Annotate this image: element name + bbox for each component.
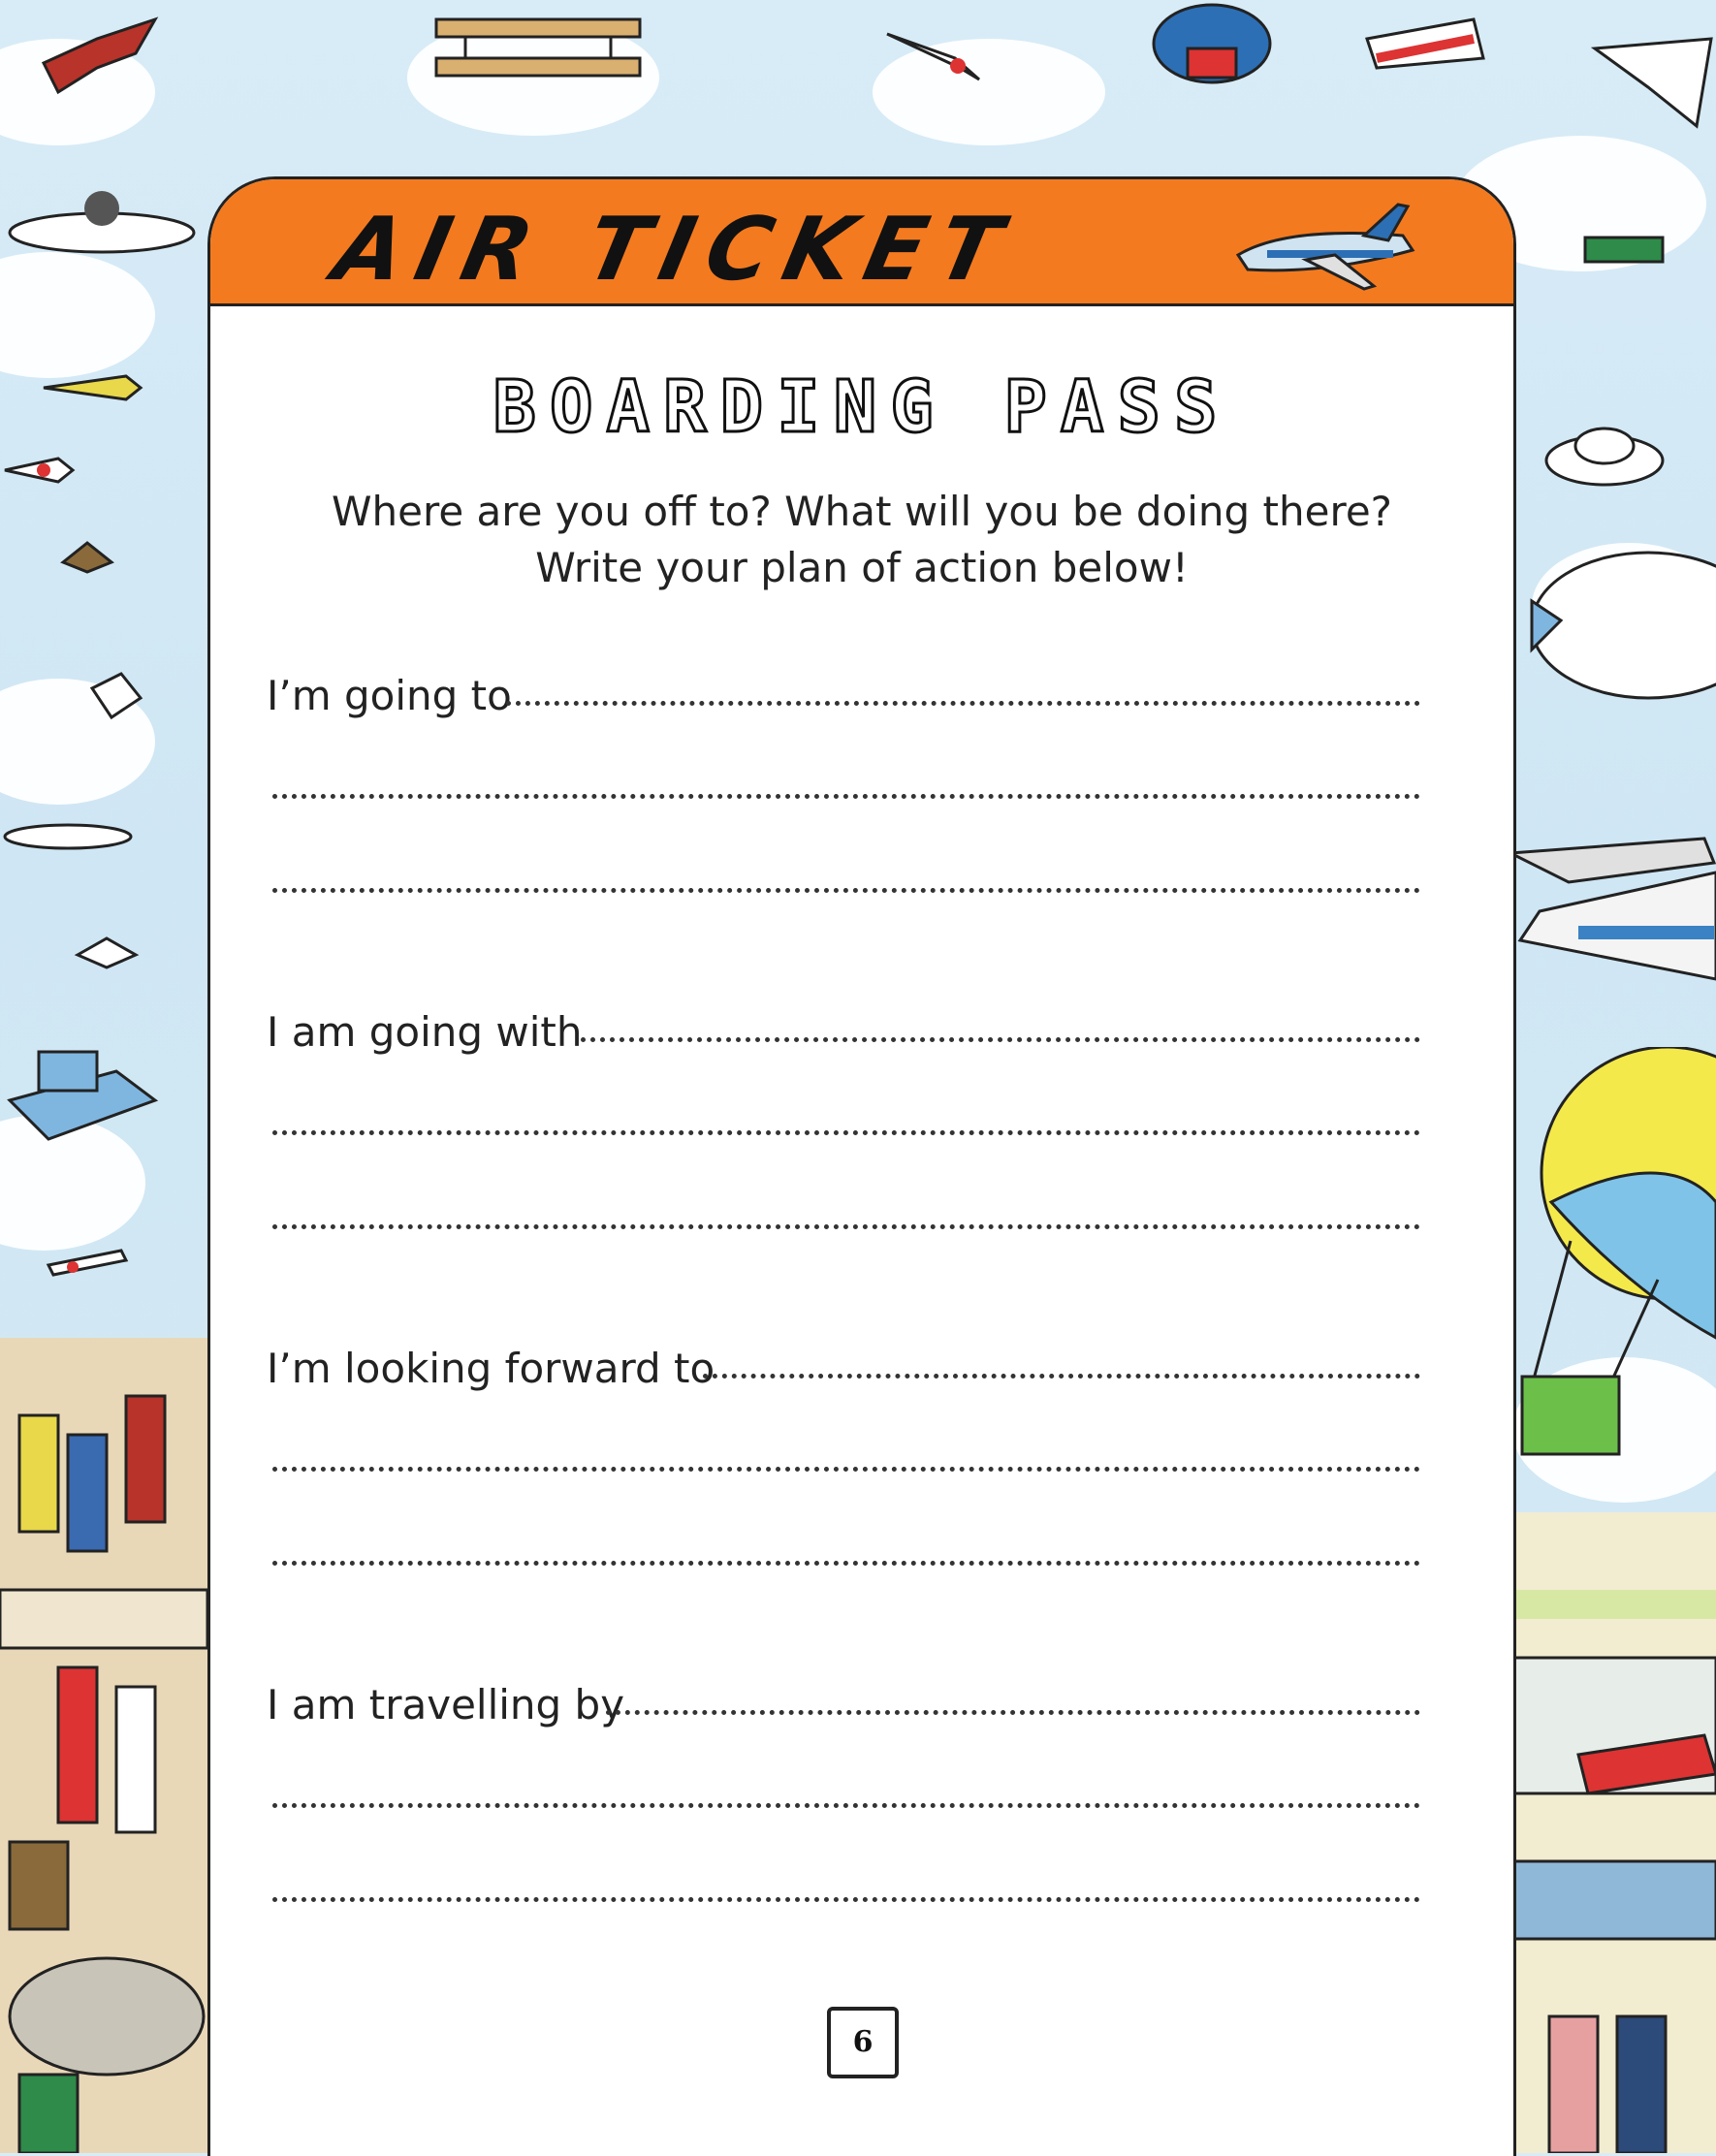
ticket-header <box>210 179 1513 306</box>
rocket-icon <box>882 19 989 87</box>
write-line[interactable] <box>272 1803 1420 1808</box>
field-label-going-to: I’m going to <box>267 672 512 719</box>
write-line[interactable] <box>606 1710 1420 1715</box>
write-line[interactable] <box>581 1037 1420 1042</box>
airfield-scene <box>1510 1512 1716 2153</box>
paper-plane-icon <box>1590 29 1716 136</box>
instruction-line-1: Where are you off to? What will you be doing there? <box>332 488 1392 535</box>
cloud <box>0 252 155 378</box>
write-line[interactable] <box>272 1561 1420 1566</box>
zeppelin-icon <box>1522 543 1716 708</box>
zeppelin-icon <box>0 819 136 853</box>
hot-air-balloon-icon <box>1512 1047 1716 1483</box>
ticket-title: AIR TICKET <box>325 199 1024 301</box>
boarding-pass-heading: BOARDING PASS <box>493 365 1231 449</box>
instruction-line-2: Write your plan of action below! <box>535 544 1189 591</box>
airport-terminal-scene <box>0 1338 207 2153</box>
write-line[interactable] <box>703 1374 1420 1379</box>
flying-machine-icon <box>5 174 199 262</box>
biplane-icon <box>427 0 650 97</box>
bird-icon <box>58 533 116 582</box>
ufo-icon <box>1541 417 1668 494</box>
write-line[interactable] <box>272 1467 1420 1472</box>
write-line[interactable] <box>272 1897 1420 1902</box>
page-number: 6 <box>827 2007 899 2078</box>
biplane-icon <box>0 1032 165 1158</box>
write-line[interactable] <box>506 701 1420 706</box>
jet-airliner-icon <box>1510 834 1716 1028</box>
balloon-cluster-icon <box>1134 0 1289 97</box>
field-label-looking-forward-to: I’m looking forward to <box>267 1345 715 1392</box>
airplane-icon <box>1228 197 1422 294</box>
airplane-icon <box>1357 0 1493 87</box>
air-ticket-card <box>207 176 1516 2156</box>
write-line[interactable] <box>272 888 1420 893</box>
write-line[interactable] <box>272 794 1420 799</box>
write-line[interactable] <box>272 1130 1420 1135</box>
bird-icon <box>73 931 141 974</box>
field-label-going-with: I am going with <box>267 1008 583 1056</box>
bird-icon <box>39 10 165 97</box>
drone-icon <box>1561 213 1687 281</box>
rocket-icon <box>39 368 145 407</box>
field-label-travelling-by: I am travelling by <box>267 1681 625 1728</box>
airplane-icon <box>44 1236 131 1284</box>
write-line[interactable] <box>272 1224 1420 1229</box>
bird-icon <box>87 669 145 722</box>
rocket-icon <box>0 451 78 490</box>
